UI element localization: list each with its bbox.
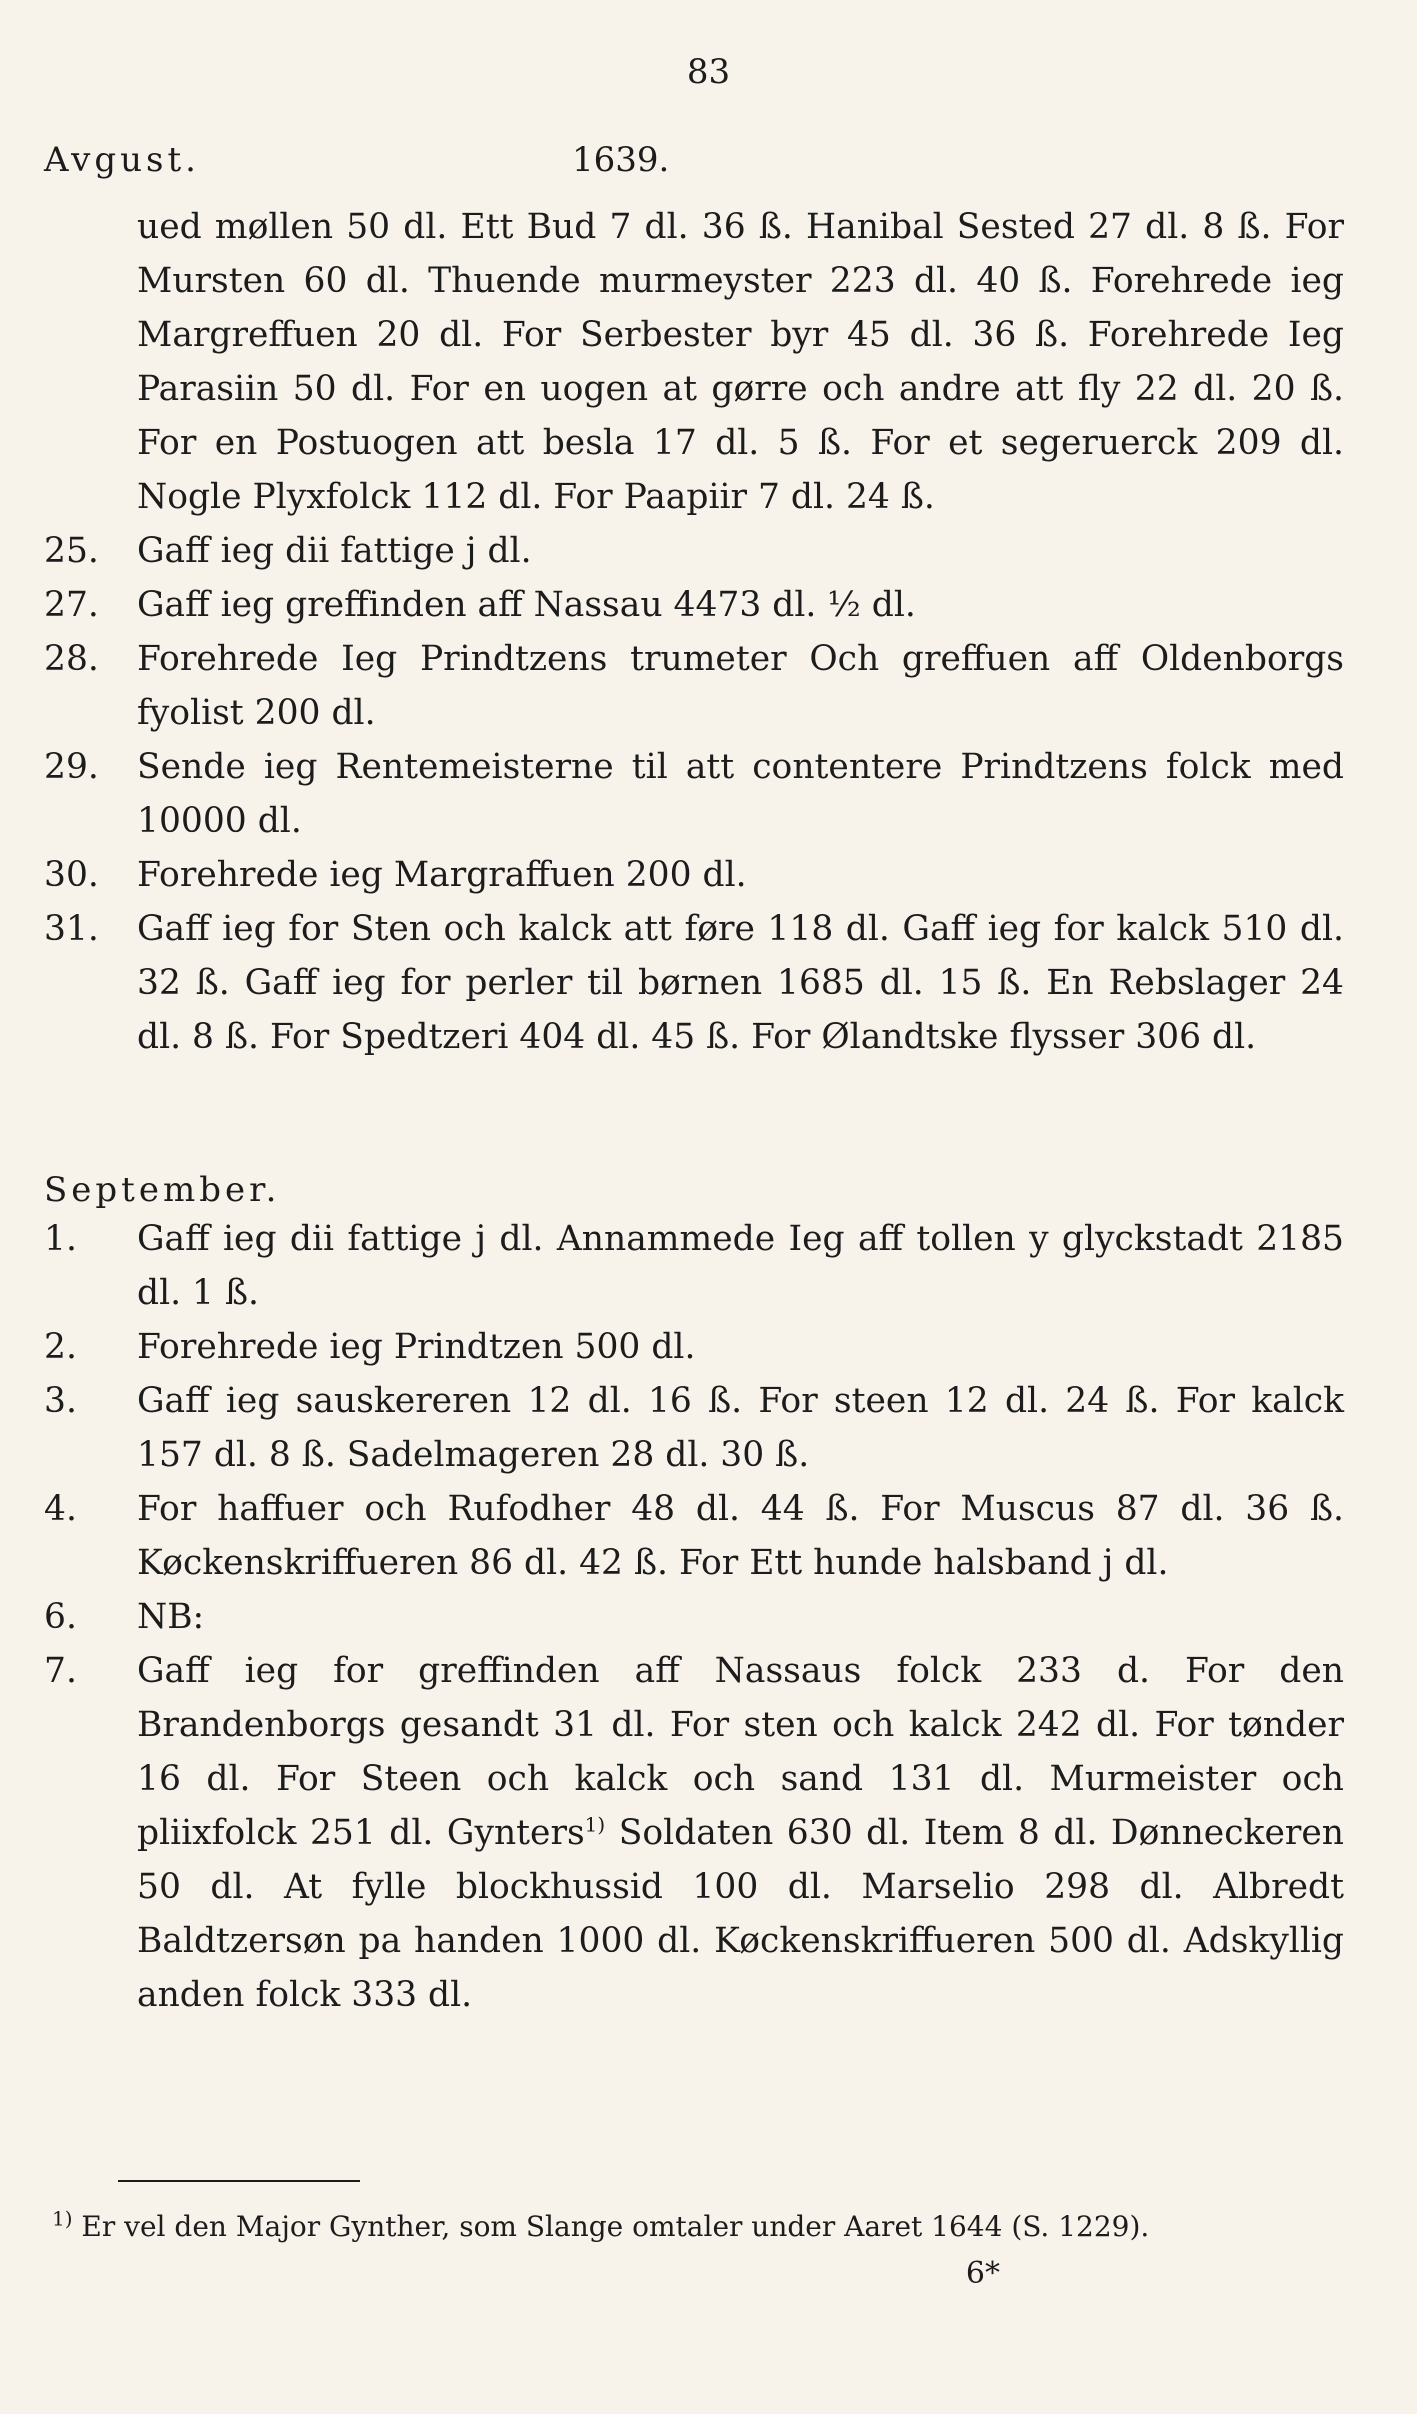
entry-text-part: Soldaten 630 dl. Item 8 dl. Dønneckeren 50 dl. At fylle blockhussid 100 dl. Marselio 298 dl. Albredt Baldtzersøn pa handen 1000 dl. Køckenskriffueren 500 dl. Adskyllig anden folck 333 dl. [137, 1813, 1344, 2015]
footnote-reference: 1) [584, 1812, 606, 1837]
ledger-entry [44, 524, 1344, 578]
ledger-entry [44, 1320, 1344, 1374]
entry-text: Forehrede ieg Margraffuen 200 dl. [137, 855, 747, 895]
ledger-entry [44, 1212, 1344, 1320]
entry-day: 28. [44, 639, 99, 679]
footnote-mark: 1) [52, 2206, 73, 2231]
entry-day: 29. [44, 747, 99, 787]
footnote-divider [118, 2180, 360, 2182]
entry-text: Forehrede Ieg Prindtzens trumeter Och greffuen aff Oldenborgs fyolist 200 dl. [137, 639, 1344, 733]
ledger-entry [44, 1482, 1344, 1590]
ledger-entry [44, 1590, 1344, 1644]
august-entries [44, 200, 1344, 1064]
running-header [44, 140, 1344, 190]
entry-text: NB: [137, 1597, 205, 1637]
entry-text: Sende ieg Rentemeisterne til att contentere Prindtzens folck med 10000 dl. [137, 747, 1344, 841]
entry-text: Gaff ieg dii fattige j dl. Annammede Ieg aff tollen y glyckstadt 2185 dl. 1 ß. [137, 1219, 1344, 1313]
ledger-entry [44, 200, 1344, 524]
page-number: 83 [686, 52, 731, 92]
ledger-entry [44, 902, 1344, 1064]
ledger-entry [44, 848, 1344, 902]
ledger-entry [44, 1374, 1344, 1482]
footnote [52, 2208, 1352, 2246]
september-entries [44, 1212, 1344, 2022]
printer-signature: 6* [965, 2256, 1000, 2291]
entry-day: 6. [44, 1597, 77, 1637]
entry-text: Gaff ieg for Sten och kalck att føre 118 dl. Gaff ieg for kalck 510 dl. 32 ß. Gaff ieg for perler til børnen 1685 dl. 15 ß. En Rebslager 24 dl. 8 ß. For Spedtzeri 404 dl. 45 ß. For Ølandtske flysser 306 dl. [137, 909, 1344, 1057]
entry-text: For haffuer och Rufodher 48 dl. 44 ß. For Muscus 87 dl. 36 ß. Køckenskriffueren 86 dl. 42 ß. For Ett hunde halsband j dl. [137, 1489, 1344, 1583]
entry-day: 31. [44, 909, 99, 949]
year-heading: 1639. [572, 140, 670, 180]
entry-text: Forehrede ieg Prindtzen 500 dl. [137, 1327, 696, 1367]
entry-day: 25. [44, 531, 99, 571]
entry-day: 1. [44, 1219, 77, 1259]
month-heading-august: Avgust. [44, 140, 200, 180]
ledger-entry [44, 632, 1344, 740]
entry-text-part: Gaff ieg for greffinden aff Nassaus folck 233 d. For den Brandenborgs gesandt 31 dl. For sten och kalck 242 dl. For tønder 16 dl. For Steen och kalck och sand 131 dl. Murmeister och pliixfolck 251 dl. Gynters [137, 1651, 1344, 1853]
ledger-entry [44, 578, 1344, 632]
entry-day: 3. [44, 1381, 77, 1421]
entry-text: Gaff ieg dii fattige j dl. [137, 531, 532, 571]
entry-text: Gaff ieg sauskereren 12 dl. 16 ß. For steen 12 dl. 24 ß. For kalck 157 dl. 8 ß. Sadelmageren 28 dl. 30 ß. [137, 1381, 1344, 1475]
entry-day: 27. [44, 585, 99, 625]
entry-text: Gaff ieg greffinden aff Nassau 4473 dl. ½ dl. [137, 585, 916, 625]
month-heading-september: September. [44, 1170, 281, 1210]
entry-day: 30. [44, 855, 99, 895]
ledger-entry [44, 740, 1344, 848]
entry-day: 2. [44, 1327, 77, 1367]
entry-text: ued møllen 50 dl. Ett Bud 7 dl. 36 ß. Hanibal Sested 27 dl. 8 ß. For Mursten 60 dl. Thuende murmeyster 223 dl. 40 ß. Forehrede ieg Margreffuen 20 dl. For Serbester byr 45 dl. 36 ß. Forehrede Ieg Parasiin 50 dl. For en uogen at gørre och andre att fly 22 dl. 20 ß. For en Postuogen att besla 17 dl. 5 ß. For et segeruerck 209 dl. Nogle Plyxfolck 112 dl. For Paapiir 7 dl. 24 ß. [137, 207, 1344, 517]
entry-text [137, 1644, 1344, 2022]
footnote-text: Er vel den Major Gynther, som Slange omtaler under Aaret 1644 (S. 1229). [72, 2210, 1150, 2243]
entry-day: 4. [44, 1489, 77, 1529]
ledger-entry [44, 1644, 1344, 2022]
entry-day: 7. [44, 1651, 77, 1691]
